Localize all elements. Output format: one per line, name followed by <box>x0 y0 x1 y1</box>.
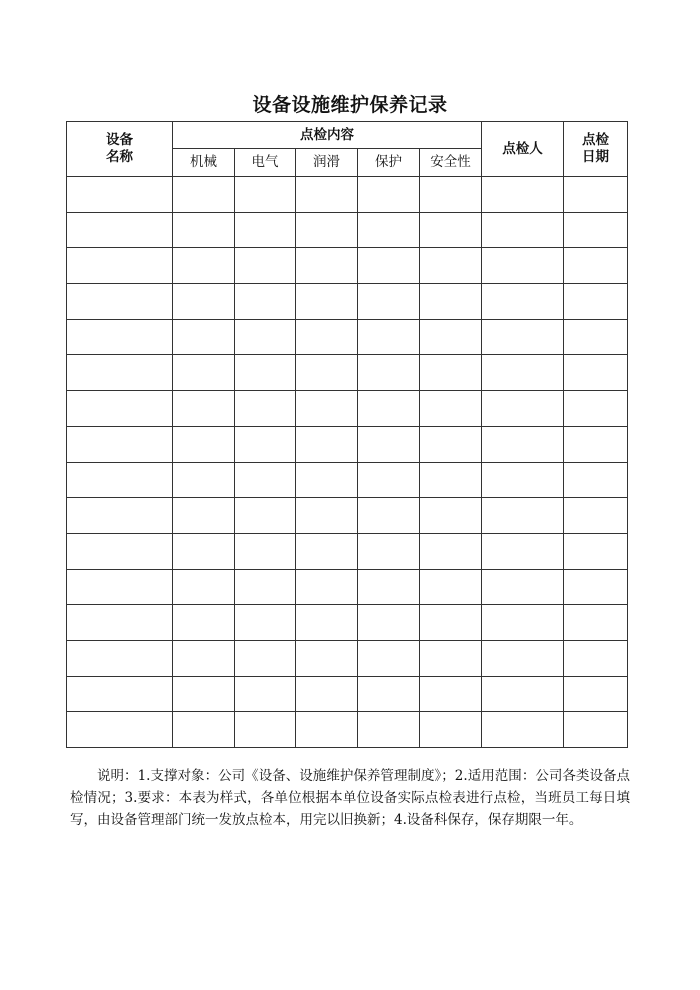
inspector-cell <box>482 319 564 355</box>
table-row <box>67 391 628 427</box>
inspector-cell <box>482 676 564 712</box>
electrical-cell <box>235 212 296 248</box>
equipment-name-cell <box>67 498 173 534</box>
check-date-header: 点检 日期 <box>564 122 628 177</box>
mechanical-cell <box>173 712 235 748</box>
check-date-cell <box>564 426 628 462</box>
equipment-name-cell <box>67 533 173 569</box>
inspector-cell <box>482 533 564 569</box>
table-row <box>67 284 628 320</box>
lubrication-cell <box>296 712 358 748</box>
table-row <box>67 319 628 355</box>
safety-cell <box>420 355 482 391</box>
equipment-name-cell <box>67 676 173 712</box>
mechanical-cell <box>173 391 235 427</box>
lubrication-cell <box>296 640 358 676</box>
check-date-cell <box>564 498 628 534</box>
safety-cell <box>420 462 482 498</box>
mechanical-cell <box>173 248 235 284</box>
equipment-name-cell <box>67 248 173 284</box>
equipment-name-cell <box>67 284 173 320</box>
mechanical-cell <box>173 569 235 605</box>
equipment-name-cell <box>67 355 173 391</box>
safety-cell <box>420 533 482 569</box>
table-row <box>67 605 628 641</box>
equipment-name-cell <box>67 462 173 498</box>
lubrication-cell <box>296 569 358 605</box>
inspector-cell <box>482 355 564 391</box>
protection-cell <box>358 498 420 534</box>
lubrication-cell <box>296 391 358 427</box>
lubrication-cell <box>296 426 358 462</box>
check-date-cell <box>564 319 628 355</box>
mechanical-cell <box>173 355 235 391</box>
explanatory-note: 说明：1.支撑对象：公司《设备、设施维护保养管理制度》；2.适用范围：公司各类设备点检情况；3.要求：本表为样式，各单位根据本单位设备实际点检表进行点检，当班员工每日填写，由设备管理部门统一发放点检本，用完以旧换新；4.设备科保存，保存期限一年。 <box>70 768 630 828</box>
electrical-cell <box>235 319 296 355</box>
protection-cell <box>358 640 420 676</box>
protection-cell <box>358 533 420 569</box>
equipment-name-header: 设备 名称 <box>67 122 173 177</box>
check-content-header: 点检内容 <box>173 122 482 149</box>
mechanical-cell <box>173 212 235 248</box>
lubrication-cell <box>296 284 358 320</box>
lubrication-cell <box>296 319 358 355</box>
mechanical-cell <box>173 284 235 320</box>
electrical-cell <box>235 177 296 213</box>
electrical-cell <box>235 391 296 427</box>
safety-cell <box>420 319 482 355</box>
safety-header: 安全性 <box>420 149 482 177</box>
table-row <box>67 248 628 284</box>
equipment-name-cell <box>67 640 173 676</box>
protection-cell <box>358 319 420 355</box>
table-row <box>67 426 628 462</box>
table-row <box>67 712 628 748</box>
check-date-cell <box>564 355 628 391</box>
safety-cell <box>420 248 482 284</box>
inspector-cell <box>482 391 564 427</box>
safety-cell <box>420 426 482 462</box>
check-date-cell <box>564 391 628 427</box>
protection-cell <box>358 605 420 641</box>
equipment-name-cell <box>67 391 173 427</box>
inspector-header: 点检人 <box>482 122 564 177</box>
protection-cell <box>358 212 420 248</box>
check-date-cell <box>564 284 628 320</box>
equipment-name-cell <box>67 319 173 355</box>
lubrication-cell <box>296 676 358 712</box>
safety-cell <box>420 177 482 213</box>
lubrication-cell <box>296 177 358 213</box>
mechanical-cell <box>173 462 235 498</box>
electrical-cell <box>235 426 296 462</box>
electrical-cell <box>235 569 296 605</box>
lubrication-cell <box>296 462 358 498</box>
table-row <box>67 498 628 534</box>
protection-cell <box>358 569 420 605</box>
table-row <box>67 355 628 391</box>
electrical-cell <box>235 712 296 748</box>
inspector-cell <box>482 212 564 248</box>
protection-cell <box>358 284 420 320</box>
check-date-cell <box>564 533 628 569</box>
protection-cell <box>358 426 420 462</box>
inspector-cell <box>482 248 564 284</box>
lubrication-cell <box>296 533 358 569</box>
lubrication-cell <box>296 498 358 534</box>
check-date-cell <box>564 569 628 605</box>
safety-cell <box>420 284 482 320</box>
safety-cell <box>420 391 482 427</box>
inspector-cell <box>482 605 564 641</box>
protection-cell <box>358 355 420 391</box>
check-date-cell <box>564 676 628 712</box>
check-date-cell <box>564 248 628 284</box>
check-date-cell <box>564 212 628 248</box>
safety-cell <box>420 212 482 248</box>
table-row <box>67 212 628 248</box>
table-row <box>67 177 628 213</box>
table-row <box>67 676 628 712</box>
lubrication-cell <box>296 355 358 391</box>
protection-cell <box>358 177 420 213</box>
equipment-name-cell <box>67 212 173 248</box>
protection-cell <box>358 676 420 712</box>
safety-cell <box>420 569 482 605</box>
mechanical-cell <box>173 640 235 676</box>
protection-cell <box>358 248 420 284</box>
mechanical-header: 机械 <box>173 149 235 177</box>
electrical-cell <box>235 640 296 676</box>
electrical-header: 电气 <box>235 149 296 177</box>
electrical-cell <box>235 605 296 641</box>
protection-cell <box>358 462 420 498</box>
safety-cell <box>420 605 482 641</box>
lubrication-header: 润滑 <box>296 149 358 177</box>
inspector-cell <box>482 498 564 534</box>
lubrication-cell <box>296 212 358 248</box>
maintenance-record-table <box>66 121 628 748</box>
electrical-cell <box>235 676 296 712</box>
protection-header: 保护 <box>358 149 420 177</box>
inspector-cell <box>482 640 564 676</box>
record-body <box>67 177 628 748</box>
mechanical-cell <box>173 177 235 213</box>
check-date-cell <box>564 605 628 641</box>
safety-cell <box>420 498 482 534</box>
equipment-name-cell <box>67 605 173 641</box>
mechanical-cell <box>173 498 235 534</box>
safety-cell <box>420 640 482 676</box>
equipment-name-cell <box>67 569 173 605</box>
lubrication-cell <box>296 248 358 284</box>
mechanical-cell <box>173 533 235 569</box>
inspector-cell <box>482 462 564 498</box>
mechanical-cell <box>173 676 235 712</box>
protection-cell <box>358 712 420 748</box>
mechanical-cell <box>173 319 235 355</box>
check-date-cell <box>564 640 628 676</box>
check-date-cell <box>564 462 628 498</box>
safety-cell <box>420 712 482 748</box>
equipment-name-cell <box>67 426 173 462</box>
lubrication-cell <box>296 605 358 641</box>
electrical-cell <box>235 248 296 284</box>
table-row <box>67 533 628 569</box>
mechanical-cell <box>173 426 235 462</box>
mechanical-cell <box>173 605 235 641</box>
equipment-name-cell <box>67 177 173 213</box>
protection-cell <box>358 391 420 427</box>
electrical-cell <box>235 284 296 320</box>
inspector-cell <box>482 284 564 320</box>
safety-cell <box>420 676 482 712</box>
table-row <box>67 640 628 676</box>
table-row <box>67 569 628 605</box>
electrical-cell <box>235 355 296 391</box>
inspector-cell <box>482 426 564 462</box>
inspector-cell <box>482 177 564 213</box>
equipment-name-cell <box>67 712 173 748</box>
electrical-cell <box>235 462 296 498</box>
table-row <box>67 462 628 498</box>
inspector-cell <box>482 712 564 748</box>
check-date-cell <box>564 177 628 213</box>
electrical-cell <box>235 498 296 534</box>
electrical-cell <box>235 533 296 569</box>
check-date-cell <box>564 712 628 748</box>
inspector-cell <box>482 569 564 605</box>
document-title: 设备设施维护保养记录 <box>252 94 448 116</box>
